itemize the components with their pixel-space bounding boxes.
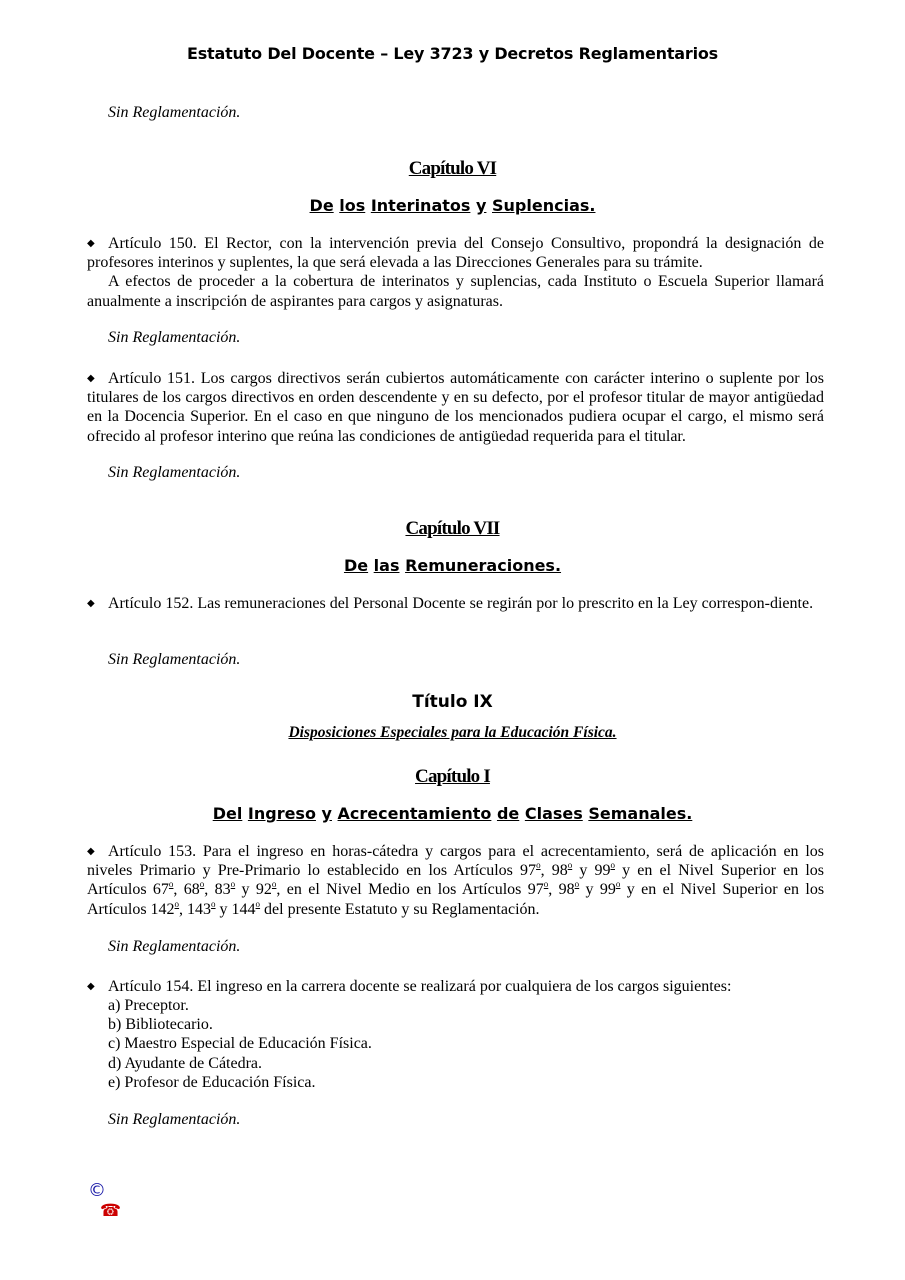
title-heading: Título IX	[412, 692, 493, 712]
sin-reglamentacion-note: Sin Reglamentación.	[108, 651, 241, 668]
sin-reglamentacion-note: Sin Reglamentación.	[108, 464, 241, 481]
chapter-subtitle: De las Remuneraciones.	[343, 556, 562, 575]
sin-reglamentacion-note: Sin Reglamentación.	[108, 938, 241, 955]
list-item: d) Ayudante de Cátedra.	[108, 1054, 263, 1072]
article-153: ◆ Artículo 153. Para el ingreso en horas-cátedra y cargos para el acrecentamiento, será de aplicación en los niveles Primario y Pre-Primario lo establecido en los Artículos 97$^o$, 98$^o$ y 99$^o$ y en el Nivel Superior en los Artículos 67$^o$, 68$^o$, 83$^o$ y 92$^o$, en el Nivel Medio en los Artículos 97$^o$, 98$^o$ y 99$^o$ y en el Nivel Superior en los Artículos 142$^o$, 143$^o$ y 144$^o$ del presente Estatuto y su Reglamentación.	[87, 843, 825, 918]
diamond-bullet-icon: ◆	[87, 238, 95, 249]
diamond-bullet-icon: ◆	[87, 598, 95, 609]
chapter-subtitle: De los Interinatos y Suplencias.	[309, 196, 596, 215]
list-item: c) Maestro Especial de Educación Física.	[108, 1035, 372, 1053]
chapter-subtitle: Del Ingreso y Acrecentamiento de Clases Semanales.	[212, 804, 693, 823]
chapter-title: Capítulo I	[415, 766, 490, 787]
copyright-icon: ©	[88, 1180, 106, 1201]
list-item: a) Preceptor.	[108, 997, 189, 1014]
chapter-title: Capítulo VII	[405, 518, 500, 539]
title-subheading: Disposiciones Especiales para la Educación Física.	[288, 724, 617, 741]
page-header: Estatuto Del Docente – Ley 3723 y Decretos Reglamentarios	[187, 44, 718, 63]
list-item: b) Bibliotecario.	[108, 1016, 213, 1034]
list-item: e) Profesor de Educación Física.	[108, 1073, 316, 1091]
article-150: ◆ Artículo 150. El Rector, con la intervención previa del Consejo Consultivo, propondrá la designación de profesores interinos y suplentes, la que será elevada a las Direcciones Generales para su trámite. A efectos de proceder a la cobertura de interinatos y suplencias, cada Instituto o Escuela Superior llamará anualmente a inscripción de aspirantes para cargos y asignaturas.	[87, 235, 824, 310]
article-154: ◆ Artículo 154. El ingreso en la carrera docente se realizará por cualquiera de los cargos siguientes:	[87, 978, 732, 995]
diamond-bullet-icon: ◆	[87, 373, 95, 384]
diamond-bullet-icon: ◆	[87, 981, 95, 992]
sin-reglamentacion-note: Sin Reglamentación.	[108, 104, 241, 121]
article-154-list	[108, 996, 372, 1092]
article-152: ◆ Artículo 152. Las remuneraciones del Personal Docente se regirán por lo prescrito en la Ley correspon-diente.	[87, 595, 814, 612]
sin-reglamentacion-note: Sin Reglamentación.	[108, 1111, 241, 1128]
article-151: ◆ Artículo 151. Los cargos directivos serán cubiertos automáticamente con carácter interino o suplente por los titulares de los cargos directivos en orden descendente y en su defecto, por el profesor titular de mayor antigüedad en la Docencia Superior. En el caso en que ninguno de los mencionados pudiera ocupar el cargo, el mismo será ofrecido al profesor interino que reúna las condiciones de antigüedad requerida para el titular.	[87, 370, 824, 445]
diamond-bullet-icon: ◆	[87, 846, 95, 857]
chapter-title: Capítulo VI	[408, 158, 497, 179]
sin-reglamentacion-note: Sin Reglamentación.	[108, 329, 241, 346]
telephone-icon: ☎	[100, 1201, 122, 1221]
